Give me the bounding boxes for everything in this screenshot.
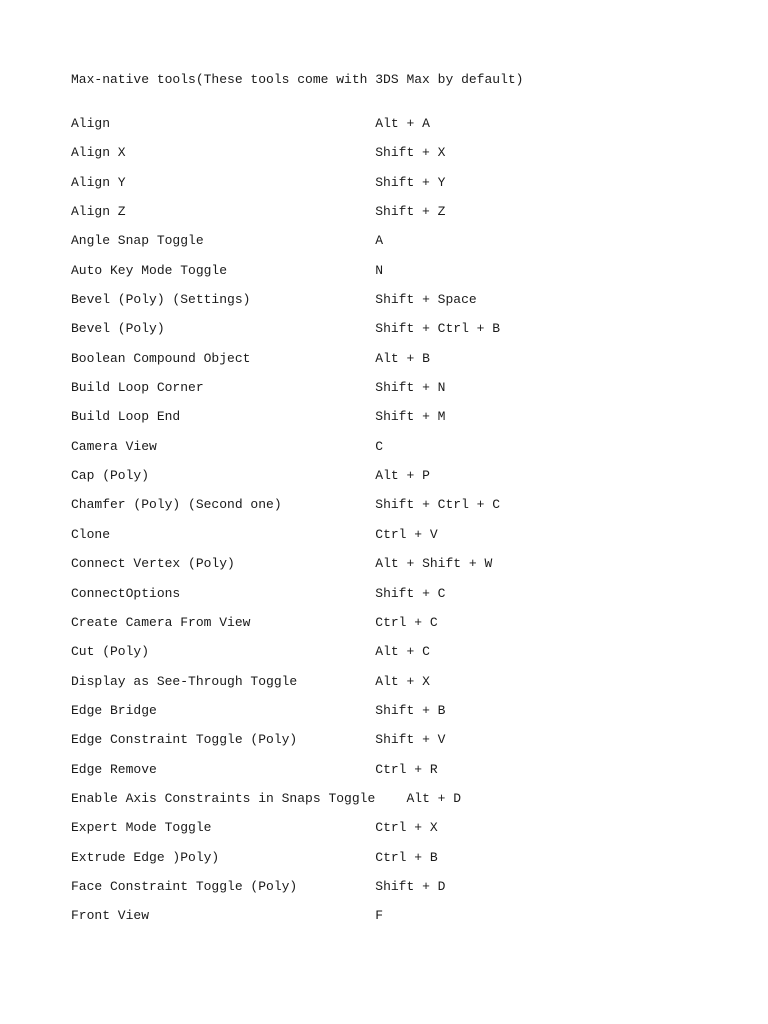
column-gap: [250, 615, 375, 630]
column-gap: [204, 233, 376, 248]
shortcut-label: Connect Vertex (Poly): [71, 556, 235, 572]
shortcut-label: Display as See-Through Toggle: [71, 673, 298, 689]
column-gap: [126, 204, 376, 219]
shortcut-keys: Alt + C: [375, 644, 430, 660]
shortcut-row: [71, 613, 711, 642]
column-gap: [297, 879, 375, 894]
column-gap: [250, 351, 375, 366]
shortcut-label: Expert Mode Toggle: [71, 820, 212, 836]
shortcut-row: [71, 202, 711, 231]
column-gap: [110, 116, 375, 131]
shortcut-keys: Alt + A: [375, 116, 430, 131]
shortcut-row: [71, 407, 711, 436]
shortcut-keys: Alt + X: [375, 673, 430, 689]
shortcut-label: Build Loop End: [71, 409, 181, 425]
shortcut-label: Edge Bridge: [71, 702, 157, 718]
shortcut-keys: Alt + B: [375, 350, 430, 366]
column-gap: [165, 321, 376, 336]
shortcut-keys: Shift + Space: [375, 292, 477, 308]
shortcut-label: Boolean Compound Object: [71, 350, 251, 366]
shortcut-label: Camera View: [71, 438, 157, 454]
shortcut-row: [71, 290, 711, 319]
shortcut-label: Align X: [71, 145, 126, 161]
shortcut-keys: Shift + Ctrl + C: [375, 497, 501, 513]
shortcut-label: ConnectOptions: [71, 585, 181, 601]
document-page: [71, 70, 711, 936]
column-gap: [211, 820, 375, 835]
shortcut-keys: Ctrl + C: [375, 614, 438, 630]
shortcut-row: [71, 554, 711, 583]
shortcut-row: [71, 466, 711, 495]
shortcut-label: Align Y: [71, 174, 126, 190]
column-gap: [204, 380, 376, 395]
shortcut-label: Extrude Edge )Poly): [71, 849, 220, 865]
shortcut-label: Build Loop Corner: [71, 380, 204, 396]
shortcut-row: [71, 789, 711, 818]
shortcut-keys: N: [375, 262, 384, 278]
shortcut-keys: A: [375, 233, 384, 249]
column-gap: [227, 263, 375, 278]
shortcut-keys: Shift + V: [375, 732, 446, 748]
shortcut-label: Front View: [71, 908, 150, 924]
shortcut-keys: Shift + X: [375, 145, 446, 161]
shortcut-row: [71, 584, 711, 613]
shortcut-keys: Shift + N: [375, 380, 446, 396]
shortcut-keys: Shift + C: [375, 585, 446, 601]
column-gap: [149, 468, 375, 483]
shortcut-label: Align Z: [71, 204, 126, 220]
shortcut-row: [71, 760, 711, 789]
column-gap: [282, 497, 376, 512]
shortcut-label: Bevel (Poly) (Settings): [71, 292, 251, 308]
shortcut-keys: Shift + Ctrl + B: [375, 321, 501, 337]
shortcut-keys: Alt + Shift + W: [375, 556, 493, 572]
column-gap: [297, 674, 375, 689]
column-gap: [375, 791, 406, 806]
column-gap: [149, 644, 375, 659]
shortcut-keys: Ctrl + V: [375, 526, 438, 542]
shortcut-keys: Ctrl + R: [375, 761, 438, 777]
column-gap: [157, 762, 375, 777]
shortcut-row: [71, 437, 711, 466]
shortcut-label: Create Camera From View: [71, 614, 251, 630]
shortcut-keys: C: [375, 438, 384, 454]
column-gap: [157, 703, 375, 718]
column-gap: [180, 409, 375, 424]
shortcut-row: [71, 877, 711, 906]
shortcut-row: [71, 818, 711, 847]
shortcut-row: [71, 906, 711, 935]
shortcut-label: Bevel (Poly): [71, 321, 165, 337]
shortcut-list: [71, 114, 711, 936]
shortcut-label: Align: [71, 116, 111, 131]
column-gap: [110, 527, 375, 542]
shortcut-label: Edge Remove: [71, 761, 157, 777]
shortcut-keys: Shift + Z: [375, 204, 446, 220]
shortcut-keys: Shift + D: [375, 878, 446, 894]
shortcut-row: [71, 231, 711, 260]
shortcut-keys: Alt + P: [375, 468, 430, 484]
shortcut-label: Angle Snap Toggle: [71, 233, 204, 249]
column-gap: [235, 556, 375, 571]
shortcut-row: [71, 378, 711, 407]
column-gap: [157, 439, 375, 454]
shortcut-keys: Ctrl + X: [375, 820, 438, 836]
column-gap: [250, 292, 375, 307]
shortcut-row: [71, 525, 711, 554]
shortcut-keys: Shift + B: [375, 702, 446, 718]
shortcut-row: [71, 143, 711, 172]
shortcut-label: Cut (Poly): [71, 644, 150, 660]
shortcut-row: [71, 642, 711, 671]
shortcut-keys: Ctrl + B: [375, 849, 438, 865]
column-gap: [149, 908, 375, 923]
shortcut-row: [71, 261, 711, 290]
column-gap: [180, 586, 375, 601]
shortcut-row: [71, 349, 711, 378]
shortcut-label: Clone: [71, 526, 111, 542]
shortcut-label: Cap (Poly): [71, 468, 150, 484]
column-gap: [219, 850, 375, 865]
shortcut-keys: F: [375, 908, 384, 924]
column-gap: [126, 175, 376, 190]
shortcut-row: [71, 319, 711, 348]
shortcut-row: [71, 848, 711, 877]
shortcut-label: Face Constraint Toggle (Poly): [71, 878, 298, 894]
shortcut-label: Auto Key Mode Toggle: [71, 262, 228, 278]
shortcut-keys: Alt + D: [406, 790, 462, 806]
shortcut-row: [71, 730, 711, 759]
shortcut-label: Chamfer (Poly) (Second one): [71, 497, 282, 513]
section-heading: Max-native tools(These tools come with 3DS Max by default): [71, 72, 524, 87]
shortcut-keys: Shift + Y: [375, 174, 446, 190]
shortcut-row: [71, 701, 711, 730]
shortcut-keys: Shift + M: [375, 409, 446, 425]
column-gap: [297, 732, 375, 747]
shortcut-row: [71, 495, 711, 524]
column-gap: [126, 145, 376, 160]
shortcut-label: Enable Axis Constraints in Snaps Toggle: [71, 790, 376, 806]
shortcut-row: [71, 672, 711, 701]
shortcut-label: Edge Constraint Toggle (Poly): [71, 732, 298, 748]
shortcut-row: [71, 173, 711, 202]
shortcut-row: [71, 114, 711, 143]
